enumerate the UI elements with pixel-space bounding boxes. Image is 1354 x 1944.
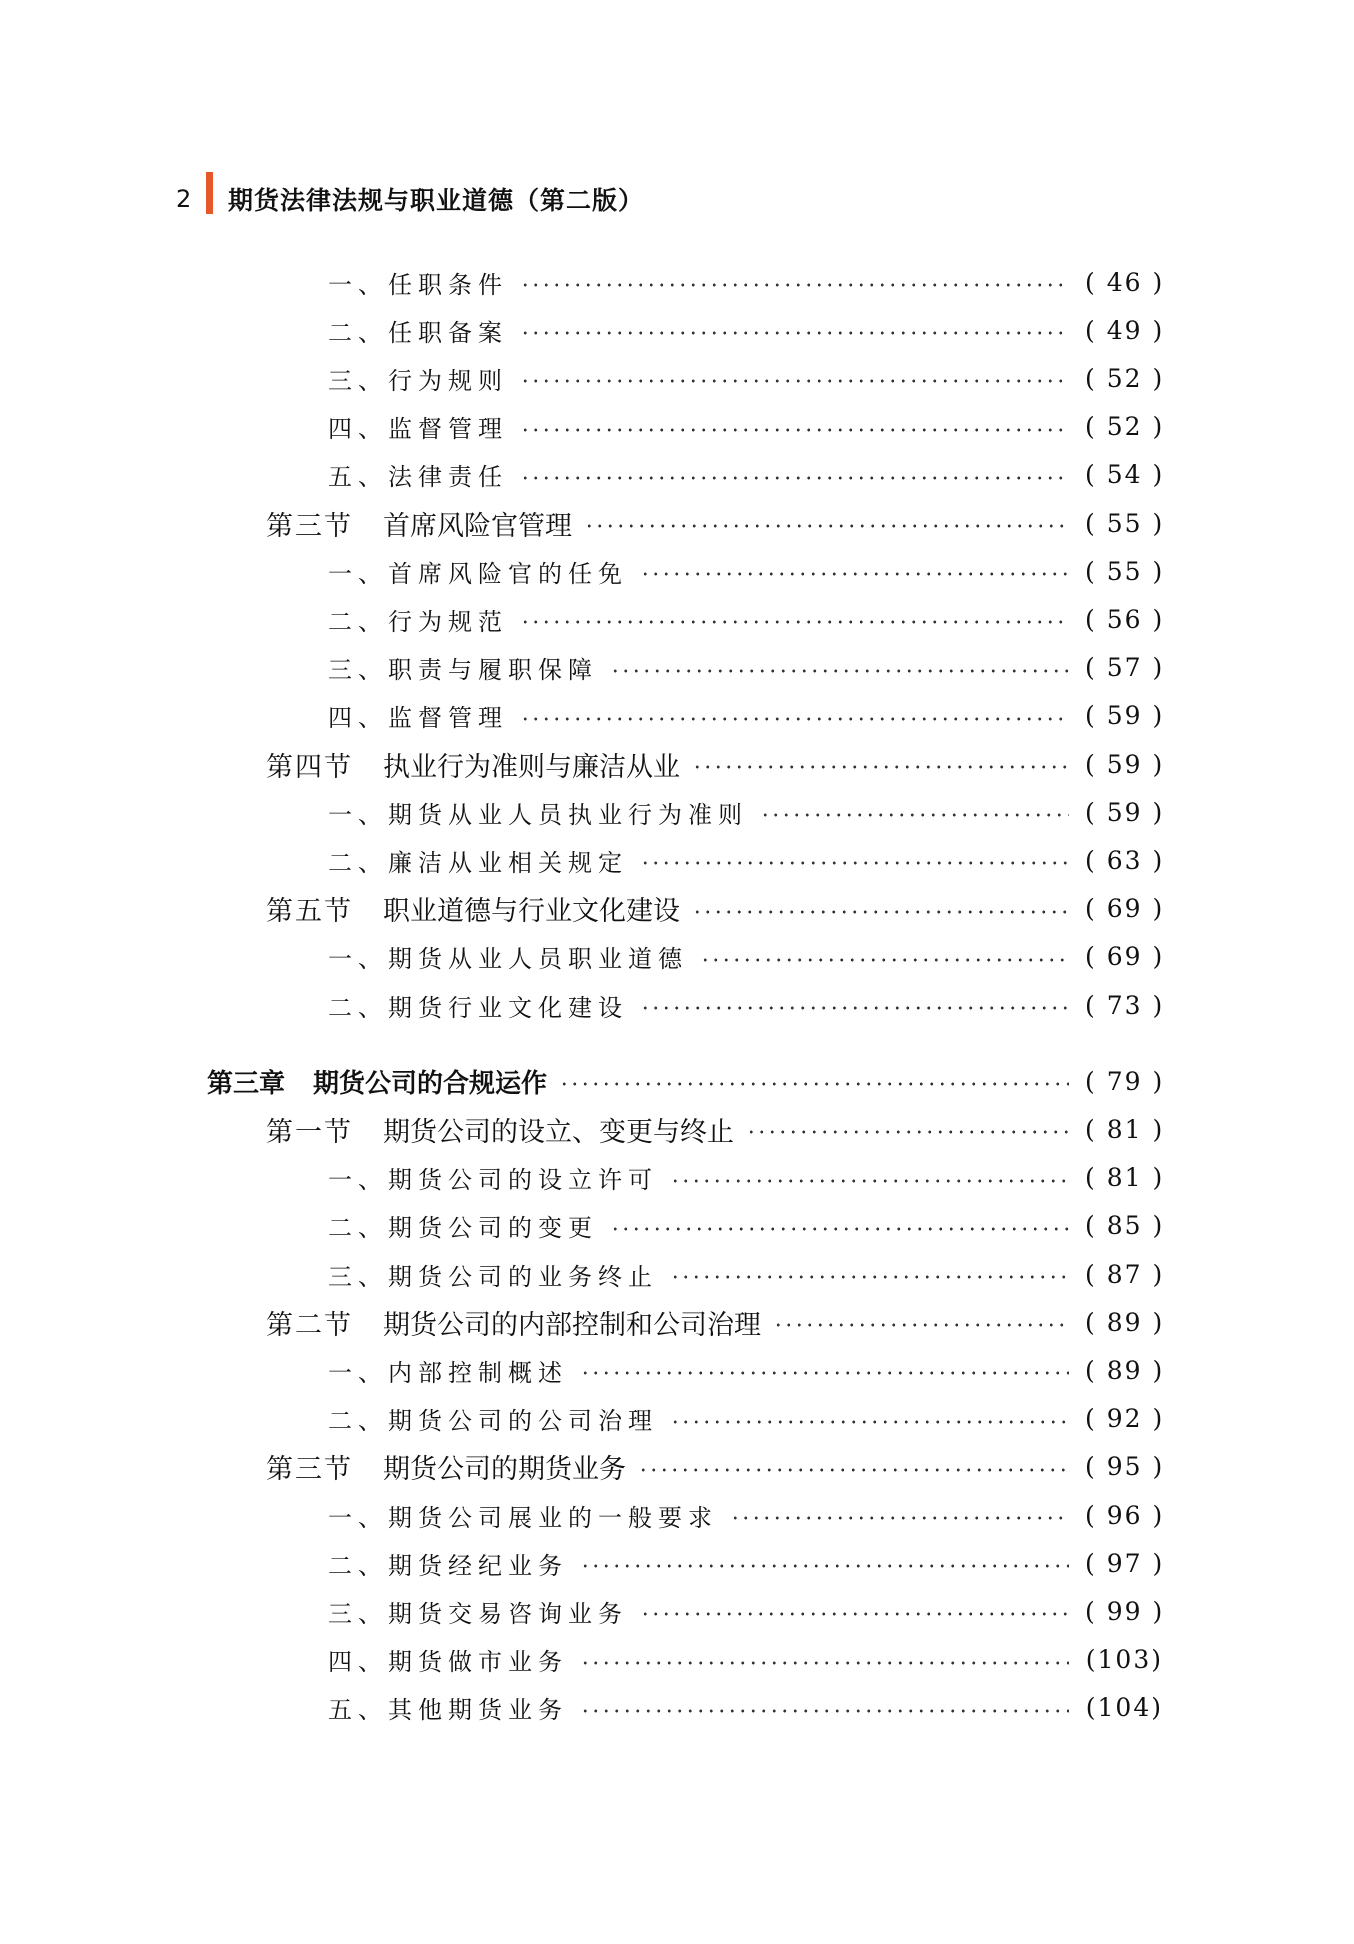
toc-entry-number: 二、 <box>328 318 388 347</box>
toc-item-row[interactable] <box>328 1684 1163 1732</box>
toc-entry-number: 二、 <box>328 607 388 636</box>
toc-entry-number: 三、 <box>328 656 388 685</box>
toc-entry-title: 首席风险官管理 <box>383 510 572 542</box>
dot-leader <box>700 958 1069 962</box>
toc-entry-number: 二、 <box>328 993 388 1022</box>
toc-entry-number: 四、 <box>328 704 388 733</box>
toc-entry-number: 一、 <box>328 945 388 974</box>
dot-leader <box>520 717 1069 721</box>
toc-entry-title: 监督管理 <box>388 704 508 733</box>
toc-page-number: ( 89 ) <box>1085 1355 1165 1385</box>
toc-page-number: ( 69 ) <box>1085 894 1165 924</box>
toc-page-number: ( 99 ) <box>1085 1596 1165 1626</box>
toc-page-number: ( 49 ) <box>1085 315 1165 345</box>
dot-leader <box>670 1275 1069 1279</box>
toc-page-number: ( 81 ) <box>1085 1114 1165 1144</box>
toc-entry-number: 第三节 <box>266 510 353 542</box>
toc-entry-title: 期货公司的合规运作 <box>313 1068 548 1099</box>
toc-entry-title: 其他期货业务 <box>388 1696 568 1725</box>
toc-entry-title: 行为规范 <box>388 607 508 636</box>
toc-entry-title: 期货公司的业务终止 <box>388 1262 658 1291</box>
dot-leader <box>640 1006 1069 1010</box>
toc-section-row[interactable] <box>266 499 1163 547</box>
dot-leader <box>520 331 1069 335</box>
toc-item-row[interactable] <box>328 1491 1163 1539</box>
toc-item-row[interactable] <box>328 1154 1163 1202</box>
toc-entry-number: 第一节 <box>266 1116 353 1148</box>
toc-section-row[interactable] <box>266 1443 1163 1491</box>
toc-entry-title: 首席风险官的任免 <box>388 559 628 588</box>
toc-item-row[interactable] <box>328 836 1163 884</box>
header-accent-bar <box>206 172 213 214</box>
toc-page-number: ( 52 ) <box>1085 412 1165 442</box>
toc-entry-number: 一、 <box>328 800 388 829</box>
toc-entry-title: 职责与履职保障 <box>388 656 598 685</box>
toc-entry-title: 期货从业人员执业行为准则 <box>388 800 748 829</box>
toc-entry-number: 三、 <box>328 1599 388 1628</box>
toc-item-row[interactable] <box>328 306 1163 354</box>
toc-entry-title: 期货公司的期货业务 <box>383 1454 626 1486</box>
toc-entry-title: 法律责任 <box>388 463 508 492</box>
toc-item-row[interactable] <box>328 692 1163 740</box>
dot-leader <box>580 1709 1069 1713</box>
toc-entry-number: 二、 <box>328 848 388 877</box>
dot-leader <box>580 1371 1069 1375</box>
toc-page-number: ( 97 ) <box>1085 1548 1165 1578</box>
toc-entry-title: 期货公司的公司治理 <box>388 1407 658 1436</box>
toc-item-row[interactable] <box>328 1202 1163 1250</box>
dot-leader <box>640 1612 1069 1616</box>
toc-page-number: ( 56 ) <box>1085 604 1165 634</box>
toc-page-number: ( 57 ) <box>1085 653 1165 683</box>
toc-entry-number: 三、 <box>328 1262 388 1291</box>
dot-leader <box>520 476 1069 480</box>
toc-item-row[interactable] <box>328 403 1163 451</box>
running-header <box>176 178 644 220</box>
toc-entry-title: 期货交易咨询业务 <box>388 1599 628 1628</box>
toc-item-row[interactable] <box>328 981 1163 1029</box>
dot-leader <box>640 572 1069 576</box>
toc-chapter-row[interactable] <box>207 1057 1163 1105</box>
toc-page-number: ( 54 ) <box>1085 460 1165 490</box>
toc-page-number: (104) <box>1085 1693 1163 1723</box>
toc-entry-title: 任职备案 <box>388 318 508 347</box>
toc-entry-number: 第五节 <box>266 896 353 928</box>
toc-page-number: ( 73 ) <box>1085 990 1165 1020</box>
toc-entry-title: 行为规则 <box>388 366 508 395</box>
toc-page-number: ( 89 ) <box>1085 1307 1165 1337</box>
toc-entry-title: 期货行业文化建设 <box>388 993 628 1022</box>
dot-leader <box>610 669 1069 673</box>
toc-entry-number: 四、 <box>328 415 388 444</box>
dot-leader <box>670 1179 1069 1183</box>
toc-entry-number: 第四节 <box>266 751 353 783</box>
toc-item-row[interactable] <box>328 1250 1163 1298</box>
toc-page-number: ( 63 ) <box>1085 845 1165 875</box>
toc-entry-title: 期货公司的内部控制和公司治理 <box>383 1309 761 1341</box>
toc-page-number: ( 96 ) <box>1085 1500 1165 1530</box>
toc-entry-number: 二、 <box>328 1407 388 1436</box>
dot-leader <box>580 1564 1069 1568</box>
toc-page-number: ( 69 ) <box>1085 942 1165 972</box>
toc-page-number: ( 59 ) <box>1085 749 1165 779</box>
toc-entry-title: 执业行为准则与廉洁从业 <box>383 751 680 783</box>
toc-section-row[interactable] <box>266 1105 1163 1153</box>
page-number: 2 <box>176 185 192 213</box>
dot-leader <box>760 813 1069 817</box>
dot-leader <box>580 1661 1069 1665</box>
toc-entry-title: 期货公司的变更 <box>388 1214 598 1243</box>
toc-entry-number: 一、 <box>328 1358 388 1387</box>
dot-leader <box>640 861 1069 865</box>
toc-item-row[interactable] <box>328 1346 1163 1394</box>
dot-leader <box>692 910 1069 914</box>
toc-section-row[interactable] <box>266 885 1163 933</box>
toc-entry-title: 职业道德与行业文化建设 <box>383 896 680 928</box>
toc-page-number: ( 79 ) <box>1085 1066 1165 1096</box>
toc-item-row[interactable] <box>328 547 1163 595</box>
dot-leader <box>520 428 1069 432</box>
book-title: 期货法律法规与职业道德（第二版） <box>228 186 645 215</box>
toc-entry-title: 期货从业人员职业道德 <box>388 945 688 974</box>
dot-leader <box>670 1420 1069 1424</box>
toc-entry-number: 第三节 <box>266 1454 353 1486</box>
toc-entry-number: 四、 <box>328 1648 388 1677</box>
toc-page-number: (103) <box>1085 1645 1163 1675</box>
toc-item-row[interactable] <box>328 788 1163 836</box>
toc-page-number: ( 55 ) <box>1085 556 1165 586</box>
dot-leader <box>520 379 1069 383</box>
toc-item-row[interactable] <box>328 644 1163 692</box>
toc-page-number: ( 59 ) <box>1085 797 1165 827</box>
dot-leader <box>746 1130 1069 1134</box>
toc-page-number: ( 87 ) <box>1085 1259 1165 1289</box>
toc-page-number: ( 81 ) <box>1085 1163 1165 1193</box>
toc-item-row[interactable] <box>328 1395 1163 1443</box>
toc-entry-number: 一、 <box>328 559 388 588</box>
toc-entry-title: 内部控制概述 <box>388 1358 568 1387</box>
toc-entry-number: 二、 <box>328 1551 388 1580</box>
toc-entry-number: 三、 <box>328 366 388 395</box>
toc-entry-title: 期货做市业务 <box>388 1648 568 1677</box>
toc-entry-title: 期货公司的设立、变更与终止 <box>383 1116 734 1148</box>
toc-section-row[interactable] <box>266 1298 1163 1346</box>
toc-section-row[interactable] <box>266 740 1163 788</box>
toc-entry-number: 一、 <box>328 270 388 299</box>
toc-page-number: ( 55 ) <box>1085 508 1165 538</box>
toc-item-row[interactable] <box>328 451 1163 499</box>
toc-page-number: ( 46 ) <box>1085 267 1165 297</box>
toc-item-row[interactable] <box>328 1636 1163 1684</box>
toc-entry-number: 一、 <box>328 1166 388 1195</box>
dot-leader <box>520 620 1069 624</box>
toc-entry-title: 廉洁从业相关规定 <box>388 848 628 877</box>
dot-leader <box>559 1082 1069 1086</box>
toc-page-number: ( 95 ) <box>1085 1452 1165 1482</box>
toc-entry-title: 期货公司的设立许可 <box>388 1166 658 1195</box>
dot-leader <box>584 524 1069 528</box>
toc-entry-number: 二、 <box>328 1214 388 1243</box>
dot-leader <box>520 283 1069 287</box>
toc-item-row[interactable] <box>328 1587 1163 1635</box>
toc-item-row[interactable] <box>328 933 1163 981</box>
toc-page-number: ( 85 ) <box>1085 1211 1165 1241</box>
toc-item-row[interactable] <box>328 595 1163 643</box>
toc-entry-title: 期货经纪业务 <box>388 1551 568 1580</box>
toc-item-row[interactable] <box>328 1539 1163 1587</box>
toc-entry-number: 第二节 <box>266 1309 353 1341</box>
toc-entry-title: 期货公司展业的一般要求 <box>388 1503 718 1532</box>
toc-item-row[interactable] <box>328 354 1163 402</box>
dot-leader <box>610 1227 1069 1231</box>
toc-item-row[interactable] <box>328 258 1163 306</box>
toc-page-number: ( 52 ) <box>1085 363 1165 393</box>
toc-entry-number: 一、 <box>328 1503 388 1532</box>
toc-entry-title: 监督管理 <box>388 415 508 444</box>
toc-entry-number: 五、 <box>328 463 388 492</box>
dot-leader <box>638 1468 1069 1472</box>
toc-entry-number: 第三章 <box>207 1068 286 1099</box>
toc-page-number: ( 92 ) <box>1085 1404 1165 1434</box>
dot-leader <box>692 765 1069 769</box>
toc-page-number: ( 59 ) <box>1085 701 1165 731</box>
toc-entry-title: 任职条件 <box>388 270 508 299</box>
toc-entry-number: 五、 <box>328 1696 388 1725</box>
dot-leader <box>730 1516 1069 1520</box>
dot-leader <box>773 1323 1069 1327</box>
